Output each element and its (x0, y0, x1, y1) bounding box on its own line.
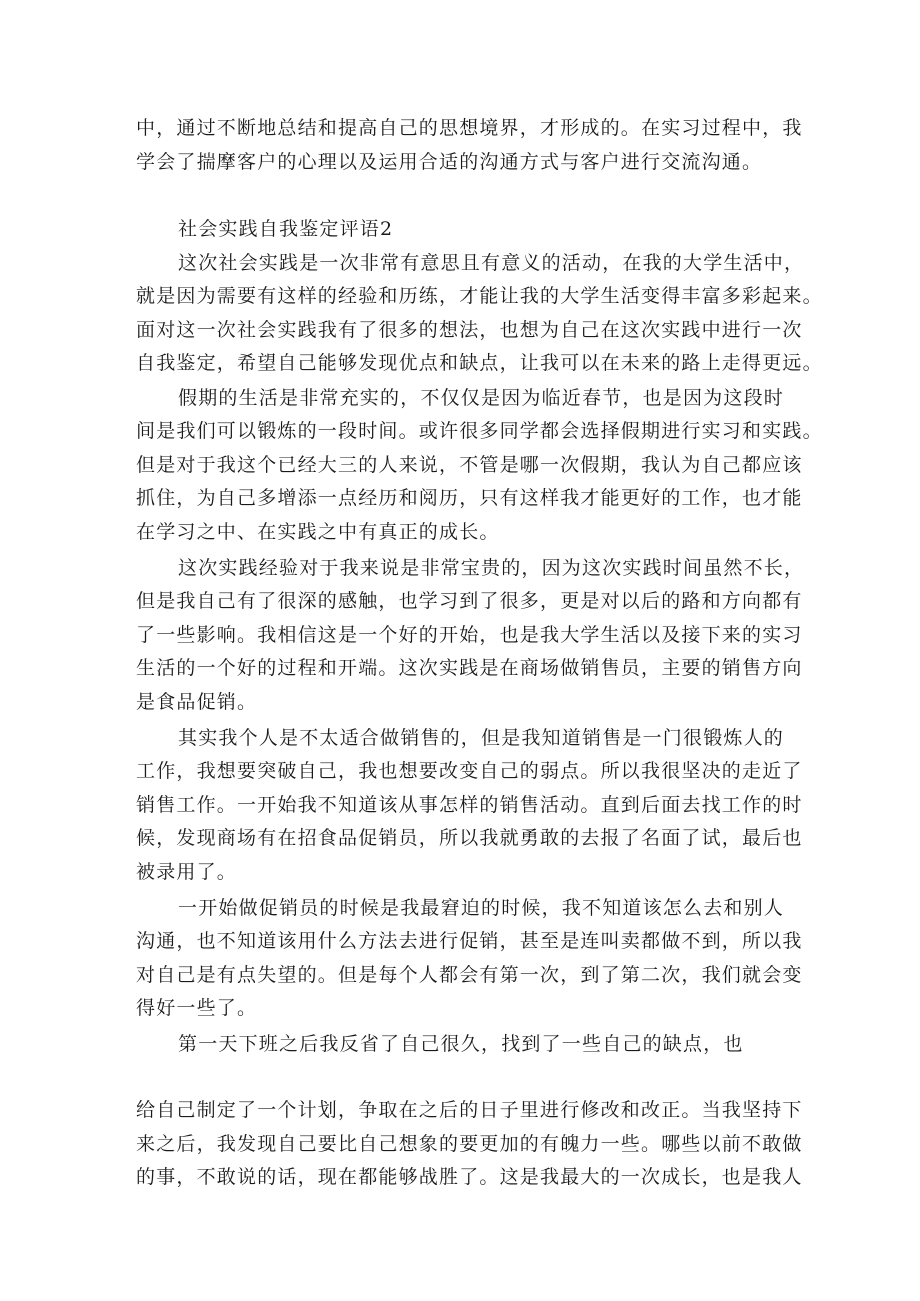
text-line: 中，通过不断地总结和提高自己的思想境界，才形成的。在实习过程中，我 (136, 117, 803, 139)
text-line: 这次社会实践是一次非常有意思且有意义的活动，在我的大学生活中， (178, 252, 805, 274)
text-line: 沟通，也不知道该用什么方法去进行促销，甚至是连叫卖都做不到，所以我 (136, 930, 803, 952)
text-line: 了一些影响。我相信这是一个好的开始，也是我大学生活以及接下来的实习 (136, 624, 803, 646)
text-line: 的事，不敢说的话，现在都能够战胜了。这是我最大的一次成长，也是我人 (136, 1166, 803, 1188)
text-line: 假期的生活是非常充实的，不仅仅是因为临近春节，也是因为这段时 (178, 387, 785, 409)
text-line: 生活的一个好的过程和开端。这次实践是在商场做销售员，主要的销售方向 (136, 657, 803, 679)
text-line: 第一天下班之后我反省了自己很久，找到了一些自己的缺点，也 (178, 1033, 744, 1055)
text-line: 对自己是有点失望的。但是每个人都会有第一次，到了第二次，我们就会变 (136, 964, 803, 986)
text-line: 在学习之中、在实践之中有真正的成长。 (136, 521, 500, 543)
text-line: 间是我们可以锻炼的一段时间。或许很多同学都会选择假期进行实习和实践。 (136, 420, 823, 442)
text-line: 就是因为需要有这样的经验和历练，才能让我的大学生活变得丰富多彩起来。 (136, 285, 823, 307)
text-line: 其实我个人是不太适合做销售的，但是我知道销售是一门很锻炼人的 (178, 727, 785, 749)
text-line: 给自己制定了一个计划，争取在之后的日子里进行修改和改正。当我坚持下 (136, 1099, 803, 1121)
text-line: 抓住，为自己多增添一点经历和阅历，只有这样我才能更好的工作，也才能 (136, 487, 803, 509)
text-line: 被录用了。 (136, 861, 238, 883)
text-line: 工作，我想要突破自己，我也想要改变自己的弱点。所以我很坚决的走近了 (136, 760, 803, 782)
text-line: 但是我自己有了很深的感触，也学习到了很多，更是对以后的路和方向都有 (136, 590, 803, 612)
text-line: 学会了揣摩客户的心理以及运用合适的沟通方式与客户进行交流沟通。 (136, 151, 763, 173)
text-line: 一开始做促销员的时候是我最窘迫的时候，我不知道该怎么去和别人 (178, 897, 785, 919)
text-line: 这次实践经验对于我来说是非常宝贵的，因为这次实践时间虽然不长， (178, 557, 805, 579)
text-line: 但是对于我这个已经大三的人来说，不管是哪一次假期，我认为自己都应该 (136, 454, 803, 476)
text-line: 候，发现商场有在招食品促销员，所以我就勇敢的去报了名面了试，最后也 (136, 827, 803, 849)
text-line: 得好一些了。 (136, 997, 258, 1019)
text-line: 来之后，我发现自己要比自己想象的要更加的有魄力一些。哪些以前不敢做 (136, 1133, 803, 1155)
text-line: 是食品促销。 (136, 691, 258, 713)
text-line: 面对这一次社会实践我有了很多的想法，也想为自己在这次实践中进行一次 (136, 319, 803, 341)
text-line: 销售工作。一开始我不知道该从事怎样的销售活动。直到后面去找工作的时 (136, 794, 803, 816)
section-heading: 社会实践自我鉴定评语2 (178, 218, 394, 240)
text-line: 自我鉴定，希望自己能够发现优点和缺点，让我可以在未来的路上走得更远。 (136, 352, 823, 374)
